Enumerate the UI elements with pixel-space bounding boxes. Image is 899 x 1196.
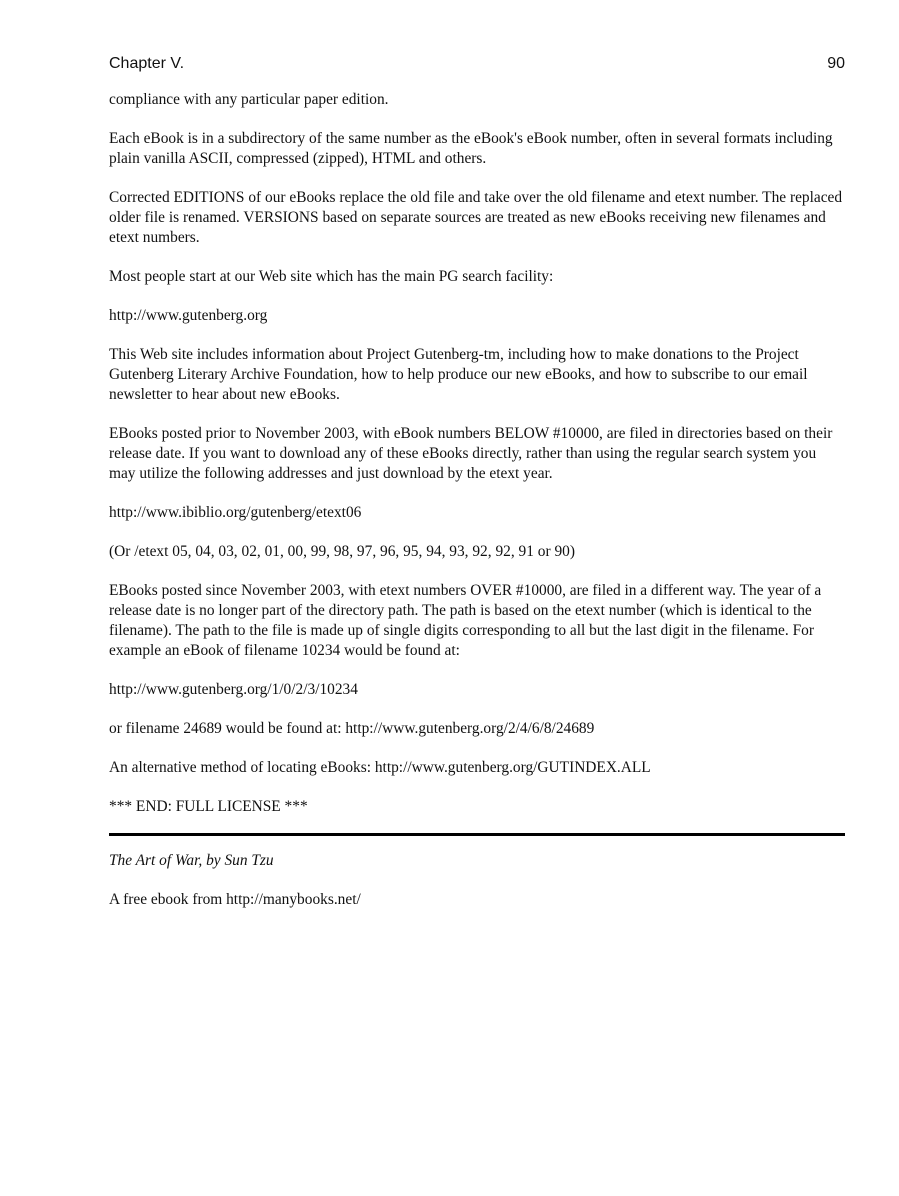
url-example-10234: http://www.gutenberg.org/1/0/2/3/10234: [109, 681, 358, 698]
url-ibiblio: http://www.ibiblio.org/gutenberg/etext06: [109, 504, 362, 521]
paragraph-ebooks-prior: EBooks posted prior to November 2003, with eBook numbers BELOW #10000, are filed in directories based on their release date. If you want to download any of these eBooks directly, rather than using the regular search system you may utilize the following addresses and just download by the etext year.: [109, 425, 833, 482]
book-title: The Art of War, by Sun Tzu: [109, 852, 274, 869]
chapter-heading: Chapter V.: [109, 55, 185, 72]
paragraph-corrected-editions: Corrected EDITIONS of our eBooks replace the old file and take over the old filename and etext number. The replaced older file is renamed. VERSIONS based on separate sources are treated as new eBooks receiving new filenames and etext numbers.: [109, 189, 843, 246]
page-footer: [109, 851, 845, 929]
page-number: 90: [827, 55, 845, 72]
paragraph-subdirectory: Each eBook is in a subdirectory of the same number as the eBook's eBook number, often in several formats including plain vanilla ASCII, compressed (zipped), HTML and others.: [109, 130, 833, 167]
url-gutenberg: http://www.gutenberg.org: [109, 307, 268, 324]
body-text: [109, 90, 845, 836]
paragraph-example-24689: or filename 24689 would be found at: http://www.gutenberg.org/2/4/6/8/24689: [109, 720, 595, 737]
paragraph-web-site: Most people start at our Web site which has the main PG search facility:: [109, 268, 554, 285]
paragraph-web-site-info: This Web site includes information about Project Gutenberg-tm, including how to make donations to the Project Gutenberg Literary Archive Foundation, how to help produce our new eBooks, and how to subscribe to our email newsletter to hear about new eBooks.: [109, 346, 808, 403]
paragraph-etext-years: (Or /etext 05, 04, 03, 02, 01, 00, 99, 98, 97, 96, 95, 94, 93, 92, 92, 91 or 90): [109, 543, 575, 560]
source-line: A free ebook from http://manybooks.net/: [109, 891, 361, 908]
paragraph-compliance: compliance with any particular paper edition.: [109, 91, 389, 108]
page-header: [109, 55, 845, 79]
paragraph-alternative-method: An alternative method of locating eBooks: http://www.gutenberg.org/GUTINDEX.ALL: [109, 759, 651, 776]
license-end-marker: *** END: FULL LICENSE ***: [109, 798, 308, 815]
paragraph-ebooks-since: EBooks posted since November 2003, with etext numbers OVER #10000, are filed in a different way. The year of a release date is no longer part of the directory path. The path is based on the etext number (which is identical to the filename). The path to the file is made up of single digits corresponding to all but the last digit in the filename. For example an eBook of filename 10234 would be found at:: [109, 582, 822, 659]
horizontal-rule: [109, 833, 845, 836]
